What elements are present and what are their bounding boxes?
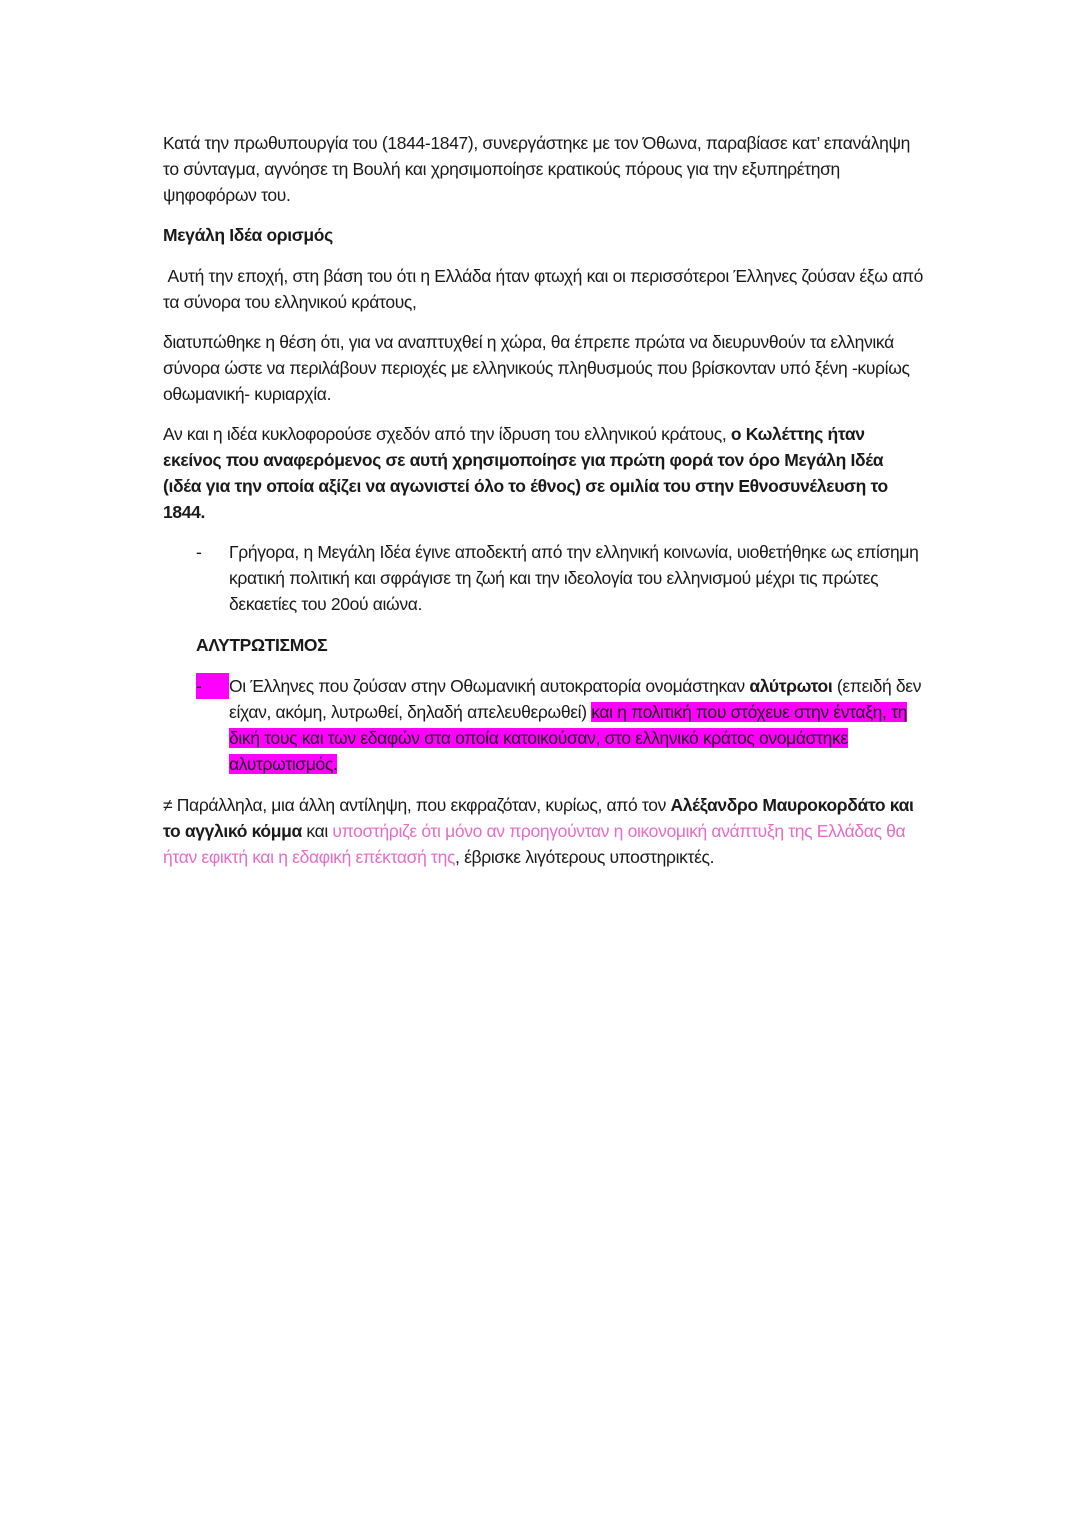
document-page: [163, 130, 928, 884]
text-highlighted-alytrotismos: και η πολιτική που στόχευε στην ένταξη, τη δική τους και των εδαφών στα οποία κατοικούσαν, στο ελληνικό κράτος ονομάστηκε αλυτρωτισμός.: [229, 702, 908, 774]
list-item-megali-idea-adoption: [196, 539, 923, 617]
text-normal: και: [301, 821, 333, 841]
text-normal: ≠ Παράλληλα, μια άλλη αντίληψη, που εκφραζόταν, κυρίως, από τον: [163, 795, 671, 815]
list-item-alytrotoi: [196, 673, 923, 777]
paragraph-kolettis-premiership: Κατά την πρωθυπουργία του (1844-1847), συνεργάστηκε με τον Όθωνα, παραβίασε κατ’ επανάληψη το σύνταγμα, αγνόησε τη Βουλή και χρησιμοποίησε κρατικούς πόρους για την εξυπηρέτηση ψηφοφόρων του.: [163, 133, 910, 205]
paragraph-mavrokordatos: [163, 792, 923, 870]
bullet-dash-highlighted: -: [196, 673, 229, 699]
text-bold-mavrokordatos: Αλέξανδρο Μαυροκορδάτο και το αγγλικό κόμμα: [163, 795, 914, 841]
bullet-dash: -: [196, 542, 202, 562]
text-normal: Αν και η ιδέα κυκλοφορούσε σχεδόν από την ίδρυση του ελληνικού κράτους,: [163, 424, 731, 444]
paragraph-era-context: Αυτή την εποχή, στη βάση του ότι η Ελλάδα ήταν φτωχή και οι περισσότεροι Έλληνες ζούσαν έξω από τα σύνορα του ελληνικού κράτους,: [163, 266, 928, 312]
text-normal: , έβρισκε λιγότερους υποστηρικτές.: [455, 847, 715, 867]
text-normal: Οι Έλληνες που ζούσαν στην Οθωμανική αυτοκρατορία ονομάστηκαν: [229, 676, 750, 696]
heading-megali-idea: Μεγάλη Ιδέα ορισμός: [163, 225, 333, 245]
text-pink-economic-development: υποστήριζε ότι μόνο αν προηγούνταν η οικονομική ανάπτυξη της Ελλάδας θα ήταν εφικτή και η εδαφική επέκτασή της: [163, 821, 906, 867]
text-normal: (επειδή δεν είχαν, ακόμη, λυτρωθεί, δηλαδή απελευθερωθεί): [229, 676, 922, 722]
heading-alytrotismos: ΑΛΥΤΡΩΤΙΣΜΟΣ: [196, 635, 328, 655]
paragraph-kolettis-term: [163, 421, 923, 525]
text-bold-kolettis: ο Κωλέττης ήταν εκείνος που αναφερόμενος σε αυτή χρησιμοποίησε για πρώτη φορά τον όρο Μεγάλη Ιδέα (ιδέα για την οποία αξίζει να αγωνιστεί όλο το έθνος) σε ομιλία του στην Εθνοσυνέλευση το 1844.: [163, 424, 888, 522]
list-item-text: Γρήγορα, η Μεγάλη Ιδέα έγινε αποδεκτή από την ελληνική κοινωνία, υιοθετήθηκε ως επίσημη κρατική πολιτική και σφράγισε τη ζωή και την ιδεολογία του ελληνισμού μέχρι τις πρώτες δεκαετίες του 20ού αιώνα.: [229, 542, 919, 614]
paragraph-borders-expansion: διατυπώθηκε η θέση ότι, για να αναπτυχθεί η χώρα, θα έπρεπε πρώτα να διευρυνθούν τα ελληνικά σύνορα ώστε να περιλάβουν περιοχές με ελληνικούς πληθυσμούς που βρίσκονταν υπό ξένη -κυρίως οθωμανική- κυριαρχία.: [163, 332, 910, 404]
text-bold-alytrotoi: αλύτρωτοι: [749, 676, 833, 696]
